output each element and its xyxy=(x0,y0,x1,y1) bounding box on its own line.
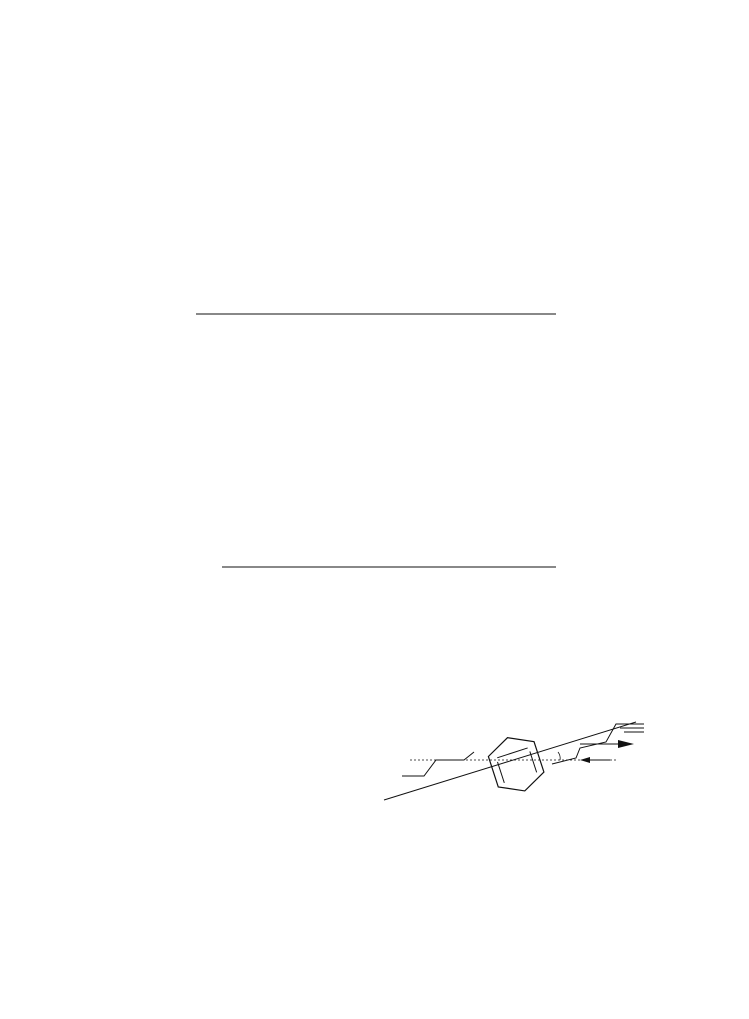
left-chain xyxy=(402,752,474,776)
director-arrow-head xyxy=(618,740,634,748)
figure4-diagram xyxy=(380,712,690,822)
angle-arrow-head xyxy=(580,757,590,763)
angle-arc xyxy=(558,752,560,760)
phenylene-ring xyxy=(485,730,548,798)
